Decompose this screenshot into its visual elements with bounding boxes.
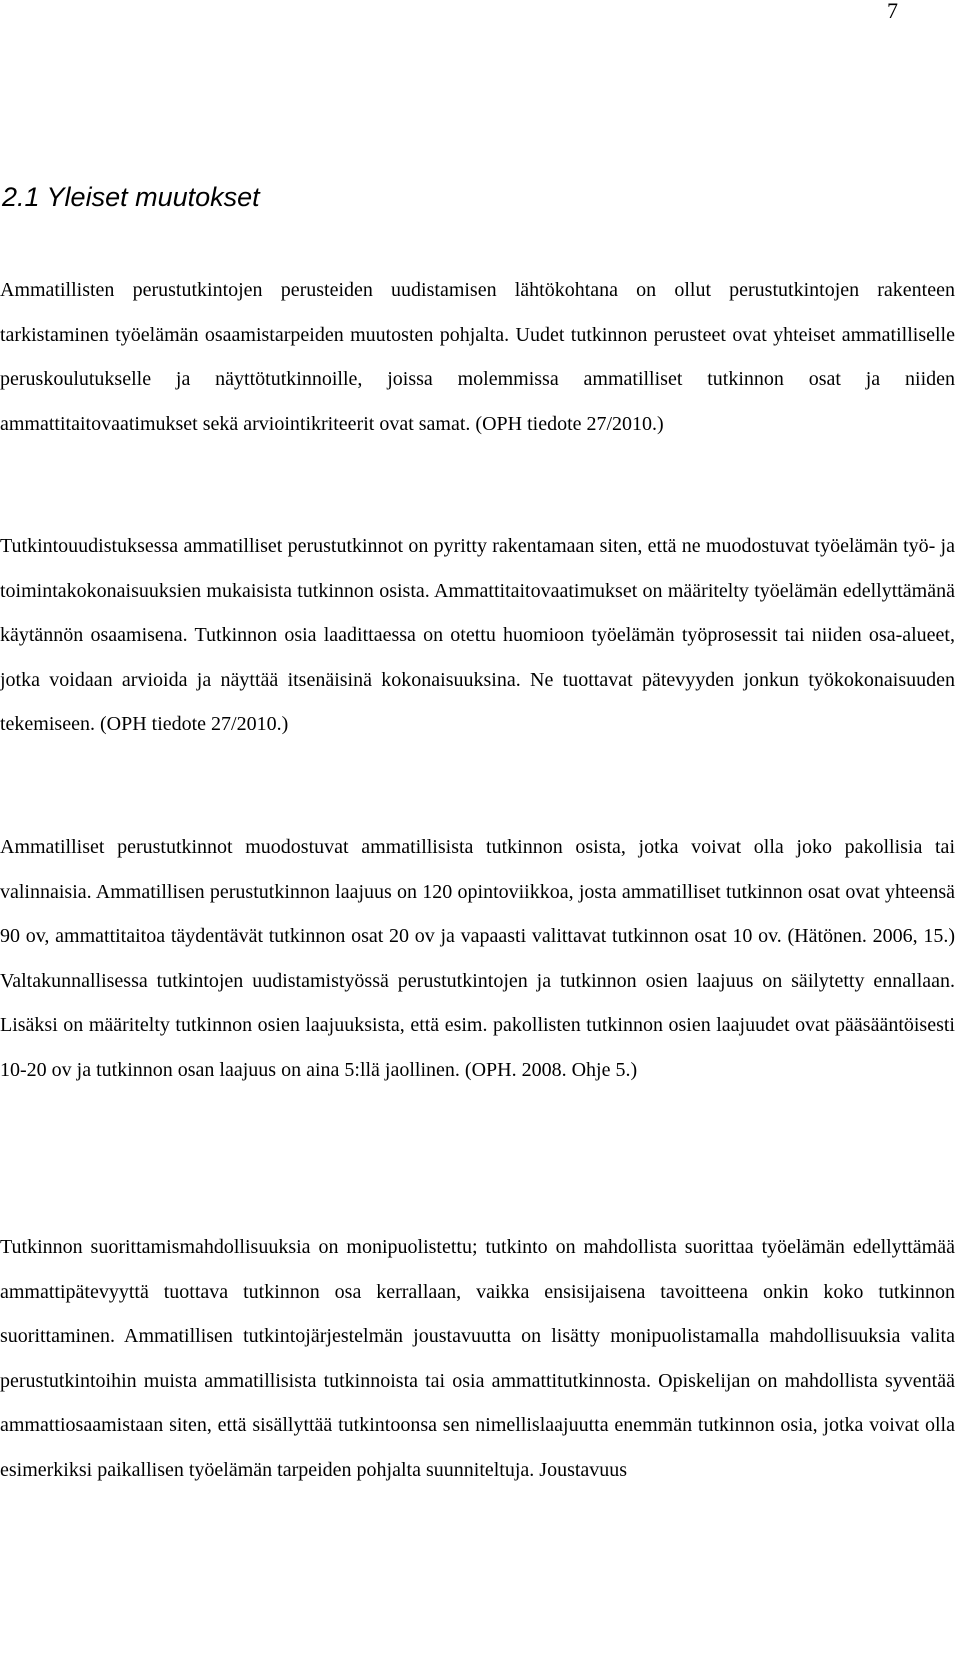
section-heading: 2.1 Yleiset muutokset — [2, 182, 260, 212]
paragraph-1: Ammatillisten perustutkintojen perusteiden uudistamisen lähtökohtana on ollut perustutkintojen rakenteen tarkistaminen työelämän osaamistarpeiden muutosten pohjalta. Uudet tutkinnon perusteet ovat yhteiset ammatilliselle peruskoulutukselle ja näyttötutkinnoille, joissa molemmissa ammatilliset tutkinnon osat ja niiden ammattitaitovaatimukset sekä arviointikriteerit ovat samat. (OPH tiedote 27/2010.) — [0, 279, 955, 435]
paragraph-3: Ammatilliset perustutkinnot muodostuvat ammatillisista tutkinnon osista, jotka voivat olla joko pakollisia tai valinnaisia. Ammatillisen perustutkinnon laajuus on 120 opintoviikkoa, josta ammatilliset tutkinnon osat ovat yhteensä 90 ov, ammattitaitoa täydentävät tutkinnon osat 20 ov ja vapaasti valittavat tutkinnon osat 10 ov. (Hätönen. 2006, 15.) Valtakunnallisessa tutkintojen uudistamistyössä perustutkintojen ja tutkinnon osien laajuus on säilytetty ennallaan. Lisäksi on määritelty tutkinnon osien laajuuksista, että esim. pakollisten tutkinnon osien laajuudet ovat pääsääntöisesti 10-20 ov ja tutkinnon osan laajuus on aina 5:llä jaollinen. (OPH. 2008. Ohje 5.) — [0, 836, 955, 1081]
page-number: 7 — [887, 0, 898, 23]
paragraph-4: Tutkinnon suorittamismahdollisuuksia on monipuolistettu; tutkinto on mahdollista suorittaa työelämän edellyttämää ammattipätevyyttä tuottava tutkinnon osa kerrallaan, vaikka ensisijaisena tavoitteena onkin koko tutkinnon suorittaminen. Ammatillisen tutkintojärjestelmän joustavuutta on lisätty monipuolistamalla mahdollisuuksia valita perustutkintoihin muista ammatillisista tutkinnoista tai osia ammattitutkinnosta. Opiskelijan on mahdollista syventää ammattiosaamistaan siten, että sisällyttää tutkintoonsa sen nimellislaajuutta enemmän tutkinnon osia, jotka voivat olla esimerkiksi paikallisen työelämän tarpeiden pohjalta suunniteltuja. Joustavuus — [0, 1236, 955, 1481]
paragraph-2: Tutkintouudistuksessa ammatilliset perustutkinnot on pyritty rakentamaan siten, että ne muodostuvat työelämän työ- ja toimintakokonaisuuksien mukaisista tutkinnon osista. Ammattitaitovaatimukset on määritelty työelämän edellyttämänä käytännön osaamisena. Tutkinnon osia laadittaessa on otettu huomioon työelämän työprosessit tai niiden osa-alueet, jotka voidaan arvioida ja näyttää itsenäisinä kokonaisuuksina. Ne tuottavat pätevyyden jonkun työkokonaisuuden tekemiseen. (OPH tiedote 27/2010.) — [0, 535, 955, 735]
